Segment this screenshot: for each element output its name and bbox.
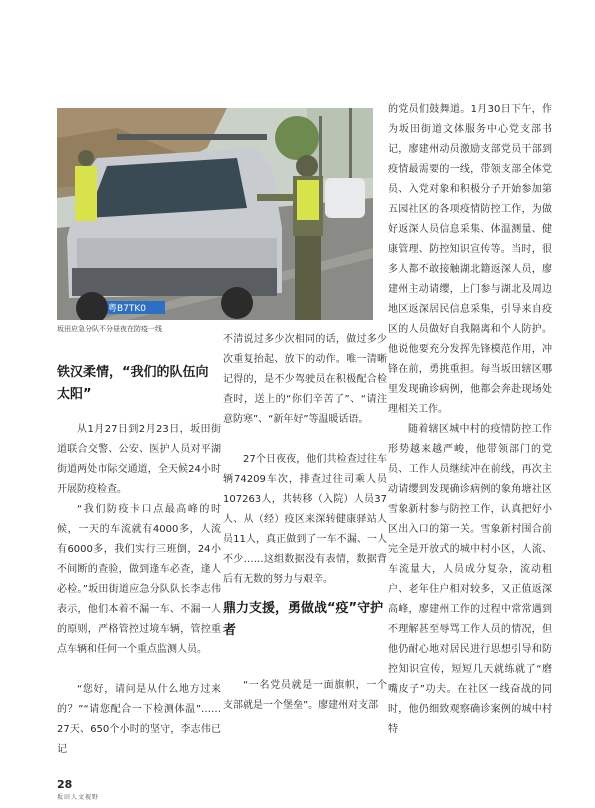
- magazine-name: 坂田人文视野: [57, 794, 100, 801]
- plate-text: 粤B7TK0: [108, 304, 147, 314]
- heading-2-line-1: 鼎力支援，勇做战“疫”守护: [223, 601, 384, 616]
- news-photo: [57, 108, 373, 320]
- paragraph: “您好，请问是从什么地方过来的？”“请您配合一下检测体温”……27天、650个小时的坚守，李志伟已记: [57, 684, 221, 755]
- heading-1-line-1: 铁汉柔情，“我们的队伍向: [57, 365, 209, 380]
- paragraph: 从1月27日到2月23日，坂田街道联合交警、公安、医护人员对平湖街道两处市际交通道，全天候24小时开展防疫检查。: [57, 424, 221, 495]
- paragraph: 随着辖区城中村的疫情防控工作形势越来越严峻，他带领部门的党员、工作人员继续冲在前线，再次主动请缨到发现确诊病例的象角塘社区雪象新村参与防控工作，认真把好小区出入口的第一关。雪象新村围合前完全是开放式的城中村小区，人流、车流量大，人员成分复杂，流动租户、老年住户相对较多，又正值返深高峰，廖建州工作的过程中常常遇到不理解甚至辱骂工作人员的情况，但他仍耐心地对居民进行思想引导和防控知识宣传，短短几天就练就了“磨嘴皮子”功夫。在社区一线奋战的同时，他仍细致观察确诊案例的城中村特: [388, 424, 552, 735]
- paragraph: 不清说过多少次相同的话，做过多少次重复抬起、放下的动作。唯一清晰记得的，是不少驾驶员在积极配合检查时，送上的“你们辛苦了”、“请注意防寒”、“新年好”等温暖话语。: [223, 334, 387, 425]
- paragraph: “一名党员就是一面旗帜，一个支部就是一个堡垒”。廖建州对支部: [223, 680, 387, 711]
- section-heading-1: [57, 362, 221, 406]
- page-number: 28: [57, 778, 73, 791]
- paragraph: 27个日夜夜，他们共检查过往车辆74209车次，排查过往司乘人员107263人，共转移（入院）人员37人、从（经）疫区来深转健康驿站人员11人，真正做到了一车不漏、一人不少……这组数据没有表情，数据背后有无数的努力与艰辛。: [223, 454, 387, 585]
- heading-2-line-2: 者: [223, 623, 237, 638]
- checkpoint-scene-image: [57, 108, 373, 320]
- section-heading-2: [223, 598, 387, 642]
- photo-caption: 坂田应急分队不分昼夜在防疫一线: [57, 325, 162, 333]
- paragraph: “我们防疫卡口点最高峰的时候，一天的车流就有4000多，人流有6000多，我们实行三班倒，24小不间断的查验，做到逢车必查，逢人必检。”坂田街道应急分队队长李志伟表示，他们本着不漏一车、不漏一人的原则，严格管控过境车辆，管控重点车辆和任何一个重点监测人员。: [57, 504, 221, 655]
- heading-1-line-2: 太阳”: [57, 387, 92, 402]
- paragraph: 的党员们鼓舞道。1月30日下午，作为坂田街道文体服务中心党支部书记，廖建州动员激励支部党员干部到疫情最需要的一线，带领支部全体党员、入党对象和积极分子开始参加第五园社区的各项疫情防控工作，为做好返深人员信息采集、体温测量、健康管理、防控知识宣传等。当时，很多人都不敢接触湖北籍返深人员，廖建州主动请缨，上门参与湖北及周边地区返深居民信息采集，引导来自疫区的人员做好自我隔离和个人防护。他说他要充分发挥先锋模范作用，冲锋在前，勇挑重担。每当坂田辖区哪里发现确诊病例，他都会奔赴现场处理相关工作。: [388, 104, 552, 415]
